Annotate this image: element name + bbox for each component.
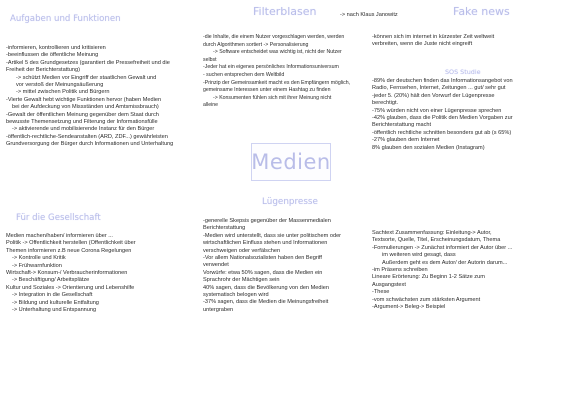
list-item: 8% glauben den sozialen Medien (Instagram): [372, 144, 485, 151]
section-aufgaben: [6, 45, 196, 149]
list-item: -im Präsens schreiben: [372, 267, 428, 274]
heading-sos-studie: SOS Studie: [445, 68, 481, 76]
list-item: bei der Aufdeckung von Missständen und Amtsmissbrauch): [12, 104, 159, 111]
list-item: -generelle Skepsis gegenüber der Massenmedialen: [203, 218, 331, 224]
list-item: Textsorte, Quelle, Titel, Erscheinungsdatum, Thema: [372, 237, 501, 244]
list-item: -27% glauben dem Internet: [372, 137, 440, 144]
list-item: -die Inhalte, die einem Nutzer vorgeschlagen werden, werden: [203, 34, 345, 40]
heading-luegenpresse: Lügenpresse: [262, 197, 318, 207]
list-item: vor verstoß der Meinungsäußerung: [16, 82, 104, 89]
section-studie: [372, 78, 560, 152]
list-item: gemeinsame Interessen unter einem Hashtag zu finden: [203, 87, 331, 94]
list-item: Freiheit der Berichterstattung): [6, 67, 80, 74]
list-item: -> Unterhaltung und Entspannung: [12, 307, 97, 314]
section-filterblasen: [203, 34, 365, 110]
center-title-box: [251, 143, 331, 181]
list-item: -> schützt Medien vor Eingriff der staatlichen Gewalt und: [16, 74, 157, 81]
list-item: Medien machen/haben/ informieren über ...: [6, 233, 113, 239]
list-item: -> Bildung und kulturelle Entfaltung: [12, 299, 99, 306]
list-item: 40% sagen, dass die Bevölkerung von den Medien: [203, 284, 329, 291]
list-item: -Gewalt der öffentlichen Meinung gegenüber dem Staat durch: [6, 111, 159, 118]
list-item: -> Software entscheidet was wichtig ist, nicht der Nutzer: [213, 49, 342, 56]
list-item: -89% der deutschen finden das Informationsangebot von: [372, 78, 513, 84]
list-item: -> Beschäftigung/ Arbeitsplätze: [12, 277, 90, 284]
heading-aufgaben: Aufgaben und Funktionen: [10, 14, 121, 24]
heading-filterblasen: Filterblasen: [253, 5, 317, 18]
list-item: -42% glauben, dass die Politik den Medien Vorgaben zur: [372, 115, 513, 122]
list-item: verwendet: [203, 262, 229, 269]
heading-source-note: -> nach Klaus Janowitz: [340, 12, 398, 18]
list-item: systematisch belogen wird: [203, 292, 269, 299]
list-item: -informieren, kontrollieren und kritisieren: [6, 45, 106, 51]
list-item: Radio, Fernsehen, Internet, Zeitungen ... gut/ sehr gut: [372, 85, 506, 92]
list-item: -75% würden nicht von einer Lügenpresse sprechen: [372, 107, 502, 114]
list-item: -öffentlich rechtliche schnitten besonders gut ab (s 65%): [372, 129, 512, 136]
list-item: im weiteren wird gesagt, dass: [382, 252, 456, 259]
list-item: alleine: [203, 102, 218, 109]
list-item: -beeinflussen die öffentliche Meinung: [6, 52, 99, 59]
list-item: Vorwürfe: etwa 50% sagen, dass die Medien ein: [203, 269, 323, 276]
list-item: -Jeder hat ein eigenes persönliches Informationsuniversum: [203, 64, 339, 71]
section-luegenpresse: [203, 218, 365, 314]
list-item: -These: [372, 289, 390, 296]
list-item: -> Frühwarnfunktion: [12, 262, 62, 269]
section-gesellschaft: [6, 233, 196, 314]
list-item: Sprachrohr der Mächtigen sein: [203, 277, 280, 284]
list-item: -Artikel 5 des Grundgesetzes (garantiert die Pressefreiheit und die: [6, 59, 170, 66]
list-item: -jeder 5. (20%) hält den Vorwurf der Lügenpresse: [372, 92, 495, 99]
list-item: durch Algorithmen sortiert -> Personalisierung: [203, 41, 309, 48]
list-item: -> Integration in die Gesellschaft: [12, 292, 93, 299]
list-item: Grundversorgung der Bürger durch Informationen und Unterhaltung: [6, 141, 174, 148]
list-item: -Vierte Gewalt hebt wichtige Funktionen hervor (haben Medien: [6, 96, 162, 103]
heading-gesellschaft: Für die Gesellschaft: [16, 213, 101, 223]
list-item: -vom schwächsten zum stärksten Argument: [372, 296, 481, 303]
list-item: - suchen entsprechen dem Weltbild: [203, 71, 285, 78]
list-item: verbreiten, wenn die Juste nicht eingreift: [372, 41, 473, 48]
list-item: -Prinzip der Gemeinsamkeit macht es den Empfängern möglich,: [203, 79, 351, 86]
list-item: -können sich im internet in kürzester Zeit weltweit: [372, 34, 495, 40]
list-item: verschweigen oder verfälschen: [203, 247, 281, 254]
list-item: Berichterstattung: [203, 225, 246, 232]
center-title: Medien: [251, 150, 331, 174]
list-item: -37% sagen, dass die Medien die Meinungsfreiheit: [203, 299, 329, 306]
list-item: Sachtext Zusammenfassung: Einleitung-> Autor,: [372, 230, 492, 236]
list-item: Ausgangstext: [372, 281, 406, 288]
list-item: -öffentlich-rechtliche-Sendeanstalten (ARD, ZDF...) gewährleisten: [6, 133, 168, 140]
list-item: -Medien wird unterstellt, dass sie unter politischem oder: [203, 232, 342, 239]
list-item: -> mittel zwischen Politik und Bürgern: [16, 89, 110, 96]
list-item: untergraben: [203, 306, 234, 313]
list-item: Lineare Erörterung: Zu Beginn 1-2 Sätze zum: [372, 274, 485, 281]
list-item: Kultur und Soziales -> Orientierung und Lebenshilfe: [6, 284, 135, 291]
list-item: Wirtschaft-> Konsum-/ Verbraucherinformationen: [6, 270, 128, 277]
section-textanalyse: [372, 230, 560, 311]
list-item: Berichterstattung macht: [372, 122, 432, 129]
list-item: -Formulierungen -> Zunächst informiert der Autor über ...: [372, 244, 513, 251]
list-item: Themen informieren z.B neue Corona Regelungen: [6, 247, 132, 254]
list-item: Politik -> Öffentlichkeit herstellen (Öffentlichkeit über: [6, 240, 136, 247]
list-item: berechtigt.: [372, 100, 399, 107]
list-item: wirtschaftlichen Einfluss stehen und Informationen: [203, 240, 328, 247]
list-item: -> Kontrolle und Kritik: [12, 255, 66, 262]
list-item: -> aktivierende und mobilisierende Instanz für den Bürger: [12, 126, 155, 133]
list-item: Außerdem geht es dem Autor/ der Autorin darum...: [382, 259, 508, 266]
list-item: -Vor allem Nationalsozialisten haben den Begriff: [203, 255, 322, 262]
section-fake-news: [372, 34, 560, 49]
list-item: bewusste Themensetzung und Filterung der Informationsfülle: [6, 119, 158, 126]
list-item: -Argument-> Beleg-> Beispiel: [372, 304, 446, 311]
list-item: selbst: [203, 56, 217, 63]
list-item: -> Konsumenten fühlen sich mit ihrer Meinung nicht: [213, 94, 332, 101]
heading-fake-news: Fake news: [453, 5, 510, 18]
